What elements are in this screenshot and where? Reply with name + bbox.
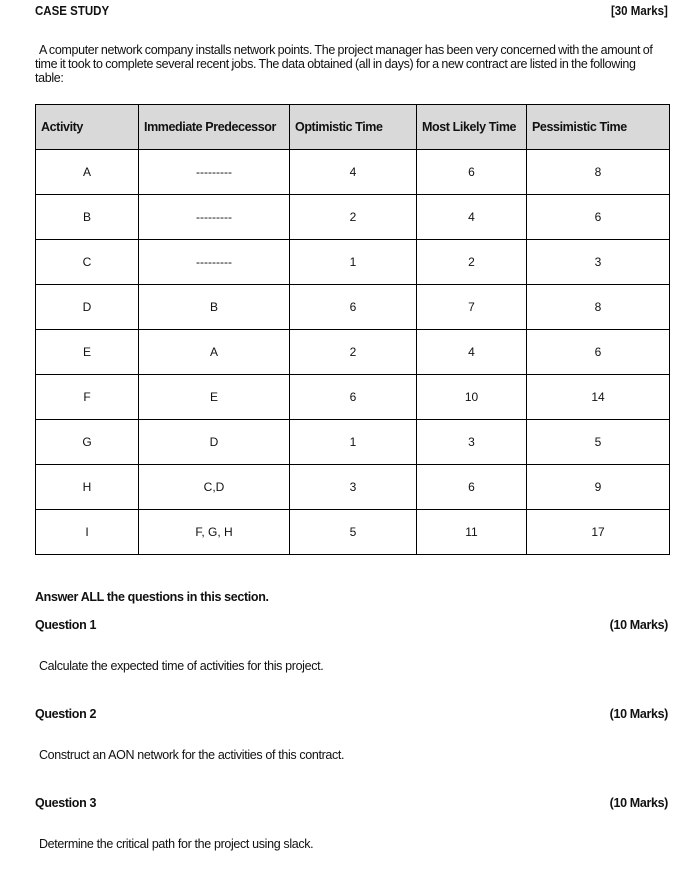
- header-most-likely-time: Most Likely Time: [417, 105, 527, 150]
- cell-most-likely: 4: [417, 330, 527, 375]
- cell-predecessor: ---------: [139, 240, 290, 285]
- header-pessimistic-time: Pessimistic Time: [527, 105, 670, 150]
- cell-most-likely: 4: [417, 195, 527, 240]
- cell-optimistic: 2: [290, 330, 417, 375]
- cell-pessimistic: 3: [527, 240, 670, 285]
- question-3-text: Determine the critical path for the project using slack.: [39, 837, 314, 851]
- cell-activity: F: [36, 375, 139, 420]
- cell-activity: G: [36, 420, 139, 465]
- question-3-marks: (10 Marks): [609, 796, 668, 810]
- question-1-text: Calculate the expected time of activities for this project.: [39, 659, 324, 673]
- cell-pessimistic: 6: [527, 195, 670, 240]
- intro-line-3: table:: [35, 71, 64, 85]
- section-instructions: Answer ALL the questions in this section.: [35, 590, 269, 604]
- cell-most-likely: 11: [417, 510, 527, 555]
- cell-activity: D: [36, 285, 139, 330]
- cell-most-likely: 2: [417, 240, 527, 285]
- cell-predecessor: B: [139, 285, 290, 330]
- cell-pessimistic: 8: [527, 285, 670, 330]
- cell-optimistic: 6: [290, 285, 417, 330]
- header-activity: Activity: [36, 105, 139, 150]
- cell-optimistic: 1: [290, 420, 417, 465]
- cell-optimistic: 3: [290, 465, 417, 510]
- cell-pessimistic: 8: [527, 150, 670, 195]
- table-row: [36, 465, 670, 510]
- cell-most-likely: 6: [417, 150, 527, 195]
- cell-predecessor: C,D: [139, 465, 290, 510]
- table-row: [36, 195, 670, 240]
- question-2-title: Question 2: [35, 707, 97, 721]
- cell-optimistic: 1: [290, 240, 417, 285]
- cell-predecessor: ---------: [139, 195, 290, 240]
- case-study-title: CASE STUDY: [35, 4, 110, 18]
- intro-paragraph: [35, 43, 675, 85]
- cell-activity: I: [36, 510, 139, 555]
- cell-activity: H: [36, 465, 139, 510]
- cell-activity: A: [36, 150, 139, 195]
- cell-pessimistic: 17: [527, 510, 670, 555]
- cell-optimistic: 2: [290, 195, 417, 240]
- cell-pessimistic: 5: [527, 420, 670, 465]
- intro-line-1: A computer network company installs network points. The project manager has been very concerned with the amount of: [39, 43, 653, 57]
- table-row: [36, 510, 670, 555]
- cell-optimistic: 5: [290, 510, 417, 555]
- question-2-marks: (10 Marks): [609, 707, 668, 721]
- cell-most-likely: 10: [417, 375, 527, 420]
- cell-predecessor: E: [139, 375, 290, 420]
- cell-pessimistic: 6: [527, 330, 670, 375]
- cell-optimistic: 6: [290, 375, 417, 420]
- table-row: [36, 240, 670, 285]
- cell-predecessor: ---------: [139, 150, 290, 195]
- cell-activity: B: [36, 195, 139, 240]
- cell-most-likely: 6: [417, 465, 527, 510]
- table-row: [36, 420, 670, 465]
- question-2-text: Construct an AON network for the activities of this contract.: [39, 748, 345, 762]
- question-1-title: Question 1: [35, 618, 97, 632]
- header-optimistic-time: Optimistic Time: [290, 105, 417, 150]
- cell-optimistic: 4: [290, 150, 417, 195]
- cell-pessimistic: 9: [527, 465, 670, 510]
- table-header-row: [36, 105, 670, 150]
- table-row: [36, 150, 670, 195]
- intro-line-2: time it took to complete several recent jobs. The data obtained (all in days) for a new contract are listed in the following: [35, 57, 636, 71]
- table-row: [36, 285, 670, 330]
- cell-most-likely: 3: [417, 420, 527, 465]
- cell-activity: C: [36, 240, 139, 285]
- question-1-marks: (10 Marks): [609, 618, 668, 632]
- cell-predecessor: A: [139, 330, 290, 375]
- question-3-title: Question 3: [35, 796, 97, 810]
- cell-predecessor: D: [139, 420, 290, 465]
- table-row: [36, 330, 670, 375]
- table-row: [36, 375, 670, 420]
- cell-pessimistic: 14: [527, 375, 670, 420]
- cell-activity: E: [36, 330, 139, 375]
- cell-most-likely: 7: [417, 285, 527, 330]
- activity-table: [35, 104, 670, 555]
- total-marks: [30 Marks]: [611, 4, 668, 18]
- header-immediate-predecessor: Immediate Predecessor: [139, 105, 290, 150]
- cell-predecessor: F, G, H: [139, 510, 290, 555]
